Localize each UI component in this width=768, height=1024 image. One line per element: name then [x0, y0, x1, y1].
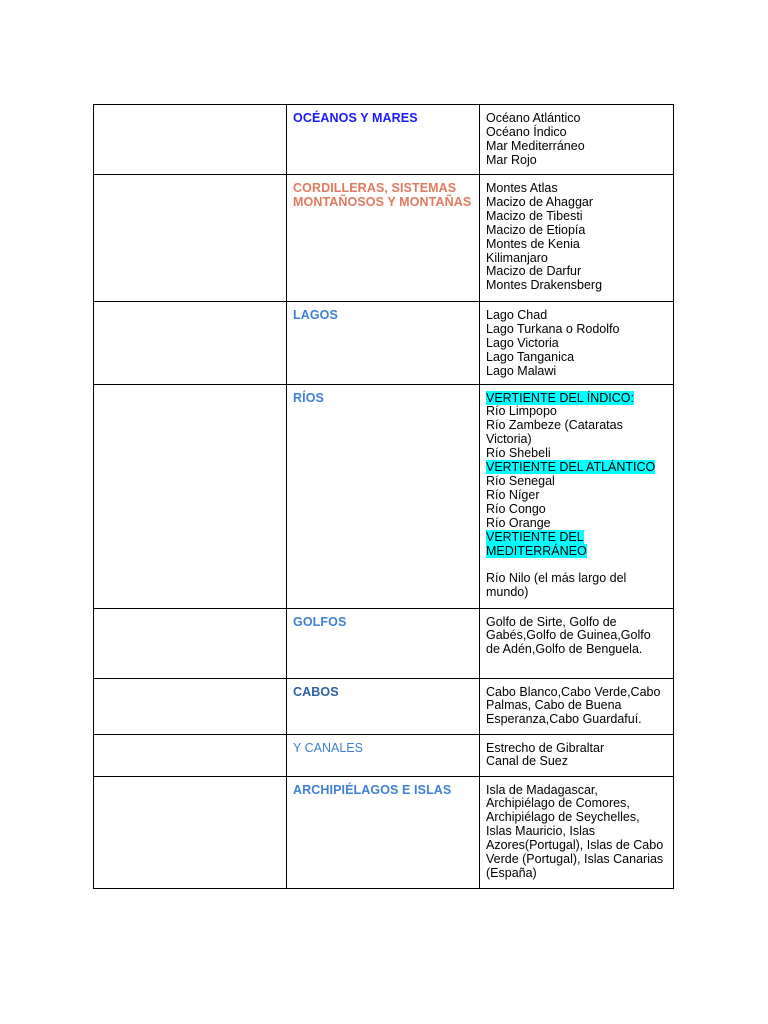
empty-cell	[94, 384, 287, 608]
list-item: Lago Malawi	[486, 363, 557, 378]
category-heading: CABOS	[293, 684, 339, 699]
item-list	[486, 742, 667, 770]
list-item: Océano Índico	[486, 124, 567, 139]
list-item: Lago Turkana o Rodolfo	[486, 321, 620, 336]
list-item: Montes de Kenia	[486, 236, 580, 251]
empty-cell	[94, 302, 287, 385]
list-item: Mar Rojo	[486, 152, 537, 167]
geography-table	[93, 104, 674, 889]
item-list	[486, 112, 667, 168]
category-cell	[287, 384, 480, 608]
list-item: Río Níger	[486, 487, 540, 502]
item-list	[486, 182, 667, 293]
category-cell	[287, 678, 480, 734]
group-title-highlight: VERTIENTE DEL MEDITERRÁNEO	[486, 529, 587, 558]
empty-cell	[94, 608, 287, 678]
cell-text: Golfo de Sirte, Golfo de Gabés,Golfo de Guinea,Golfo de Adén,Golfo de Benguela.	[486, 614, 651, 657]
list-item: Lago Victoria	[486, 335, 559, 350]
group-title-highlight: VERTIENTE DEL ATLÁNTICO	[486, 460, 656, 475]
category-heading: CORDILLERAS, SISTEMAS MONTAÑOSOS Y MONTAÑAS	[293, 181, 472, 209]
items-cell	[480, 734, 674, 776]
category-cell	[287, 608, 480, 678]
group-title-highlight: VERTIENTE DEL ÍNDICO:	[486, 390, 634, 405]
list-item: Kilimanjaro	[486, 250, 548, 265]
category-cell	[287, 175, 480, 302]
category-heading: LAGOS	[293, 308, 338, 322]
blank-line	[486, 558, 667, 572]
items-cell	[480, 384, 674, 608]
empty-cell	[94, 105, 287, 175]
item-list	[486, 475, 667, 531]
list-item: Río Congo	[486, 501, 546, 516]
empty-cell	[94, 776, 287, 888]
items-cell	[480, 678, 674, 734]
category-heading: RÍOS	[293, 390, 324, 405]
items-cell	[480, 105, 674, 175]
category-heading: Y CANALES	[293, 740, 363, 755]
cell-text: Cabo Blanco,Cabo Verde,Cabo Palmas, Cabo de Buena Esperanza,Cabo Guardafuí.	[486, 684, 661, 727]
list-item: Río Orange	[486, 515, 551, 530]
table-row	[94, 608, 674, 678]
items-cell	[480, 608, 674, 678]
item-list	[486, 572, 667, 600]
empty-cell	[94, 175, 287, 302]
table-row	[94, 776, 674, 888]
list-item: Río Nilo (el más largo del mundo)	[486, 571, 627, 600]
list-item: Río Limpopo	[486, 404, 557, 419]
river-group	[486, 531, 667, 601]
list-item: Macizo de Tibesti	[486, 208, 583, 223]
cell-text: Isla de Madagascar, Archipiélago de Comores, Archipiélago de Seychelles, Islas Mauricio, Islas Azores(Portugal), Islas de Cabo Verde (Portugal), Islas Canarias (España)	[486, 782, 664, 880]
empty-cell	[94, 678, 287, 734]
table-row	[94, 678, 674, 734]
item-list	[486, 405, 667, 461]
list-item: Río Shebeli	[486, 446, 551, 461]
list-item: Canal de Suez	[486, 754, 569, 769]
category-cell	[287, 734, 480, 776]
items-cell	[480, 175, 674, 302]
list-item: Lago Tanganica	[486, 349, 575, 364]
table-row	[94, 384, 674, 608]
item-list	[486, 309, 667, 379]
list-item: Río Senegal	[486, 473, 555, 488]
list-item: Montes Atlas	[486, 181, 558, 195]
empty-cell	[94, 734, 287, 776]
category-heading: GOLFOS	[293, 614, 347, 629]
table-row	[94, 734, 674, 776]
river-group	[486, 461, 667, 531]
list-item: Estrecho de Gibraltar	[486, 740, 605, 755]
category-cell	[287, 302, 480, 385]
river-group	[486, 392, 667, 462]
category-cell	[287, 776, 480, 888]
table-row	[94, 175, 674, 302]
list-item: Océano Atlántico	[486, 111, 581, 125]
items-cell	[480, 302, 674, 385]
list-item: Río Zambeze (Cataratas Victoria)	[486, 418, 623, 447]
table-row	[94, 302, 674, 385]
table-row	[94, 105, 674, 175]
list-item: Mar Mediterráneo	[486, 138, 585, 153]
list-item: Macizo de Darfur	[486, 264, 582, 279]
list-item: Macizo de Ahaggar	[486, 194, 594, 209]
list-item: Montes Drakensberg	[486, 278, 603, 293]
category-heading: ARCHIPIÉLAGOS E ISLAS	[293, 782, 452, 797]
list-item: Macizo de Etiopía	[486, 222, 586, 237]
list-item: Lago Chad	[486, 308, 548, 322]
category-cell	[287, 105, 480, 175]
category-heading: OCÉANOS Y MARES	[293, 111, 418, 125]
items-cell	[480, 776, 674, 888]
